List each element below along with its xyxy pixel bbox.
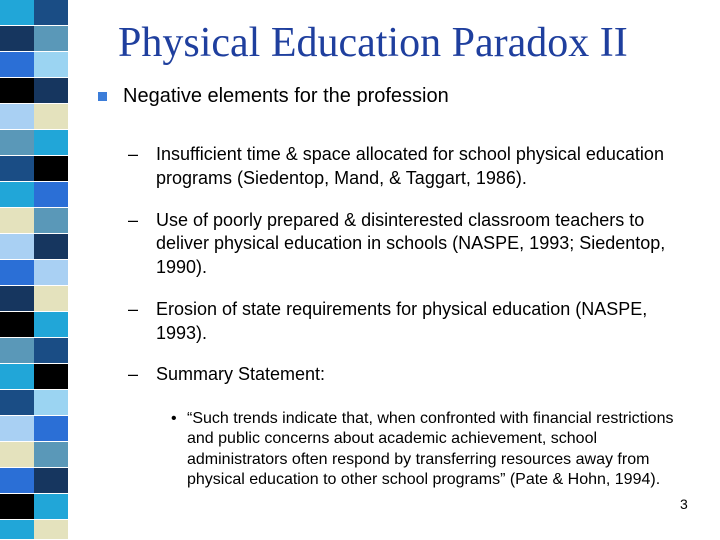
stripe-block xyxy=(0,494,34,520)
stripe-block xyxy=(0,234,34,260)
sub-bullet-text: Erosion of state requirements for physical education (NASPE, 1993). xyxy=(156,298,648,343)
stripe-block xyxy=(34,364,68,390)
stripe-block xyxy=(34,338,68,364)
decorative-stripe xyxy=(0,0,68,540)
stripe-block xyxy=(0,208,34,234)
stripe-block xyxy=(34,390,68,416)
stripe-block xyxy=(0,286,34,312)
stripe-block xyxy=(34,78,68,104)
square-bullet-icon xyxy=(98,92,107,101)
stripe-block xyxy=(34,182,68,208)
stripe-block xyxy=(34,468,68,494)
stripe-block xyxy=(0,442,34,468)
main-bullet-text: Negative elements for the profession xyxy=(123,85,449,107)
sub-bullet-text: Use of poorly prepared & disinterested classroom teachers to deliver physical education in schools (NASPE, 1993; Siedentop, 1990). xyxy=(156,209,666,277)
dash-bullet-icon: – xyxy=(128,298,139,319)
stripe-block xyxy=(0,52,34,78)
slide-title: Physical Education Paradox II xyxy=(118,20,628,66)
stripe-column-right xyxy=(34,0,68,540)
stripe-block xyxy=(34,234,68,260)
sub-bullet-text: Summary Statement: xyxy=(156,364,326,385)
stripe-block xyxy=(34,0,68,26)
stripe-block xyxy=(0,338,34,364)
stripe-block xyxy=(0,78,34,104)
stripe-block xyxy=(34,286,68,312)
sub-bullet-text: Insufficient time & space allocated for school physical education programs (Siedentop, Mand, & Taggart, 1986). xyxy=(156,144,664,188)
stripe-block xyxy=(34,130,68,156)
stripe-block xyxy=(34,156,68,182)
stripe-block xyxy=(0,182,34,208)
stripe-block xyxy=(0,156,34,182)
stripe-block xyxy=(0,520,34,540)
quote-text: “Such trends indicate that, when confronted with financial restrictions and public concerns about academic achievement, school administrators often respond by transferring resources away from physical education to other school programs” (Pate & Hohn, 1994). xyxy=(187,410,674,489)
stripe-block xyxy=(0,312,34,338)
stripe-block xyxy=(34,104,68,130)
dot-bullet-icon: • xyxy=(171,410,177,427)
slide-number: 3 xyxy=(680,496,688,512)
stripe-block xyxy=(0,0,34,26)
stripe-block xyxy=(34,208,68,234)
stripe-block xyxy=(0,390,34,416)
stripe-block xyxy=(34,26,68,52)
sub-bullet xyxy=(128,209,688,280)
sub-bullet-list xyxy=(128,143,688,405)
stripe-block xyxy=(34,442,68,468)
sub-bullet xyxy=(128,143,688,191)
stripe-block xyxy=(34,494,68,520)
main-bullet xyxy=(98,83,449,109)
dash-bullet-icon: – xyxy=(128,209,139,230)
stripe-block xyxy=(0,468,34,494)
stripe-block xyxy=(34,260,68,286)
sub-bullet xyxy=(128,298,688,346)
stripe-block xyxy=(34,520,68,540)
stripe-block xyxy=(34,312,68,338)
sub-bullet xyxy=(128,363,688,387)
stripe-block xyxy=(34,416,68,442)
stripe-block xyxy=(0,26,34,52)
stripe-block xyxy=(0,130,34,156)
quote-bullet xyxy=(171,409,691,491)
stripe-block xyxy=(0,104,34,130)
stripe-block xyxy=(0,364,34,390)
dash-bullet-icon: – xyxy=(128,144,139,164)
stripe-column-left xyxy=(0,0,34,540)
stripe-block xyxy=(34,52,68,78)
stripe-block xyxy=(0,260,34,286)
stripe-block xyxy=(0,416,34,442)
dash-bullet-icon: – xyxy=(128,364,139,385)
